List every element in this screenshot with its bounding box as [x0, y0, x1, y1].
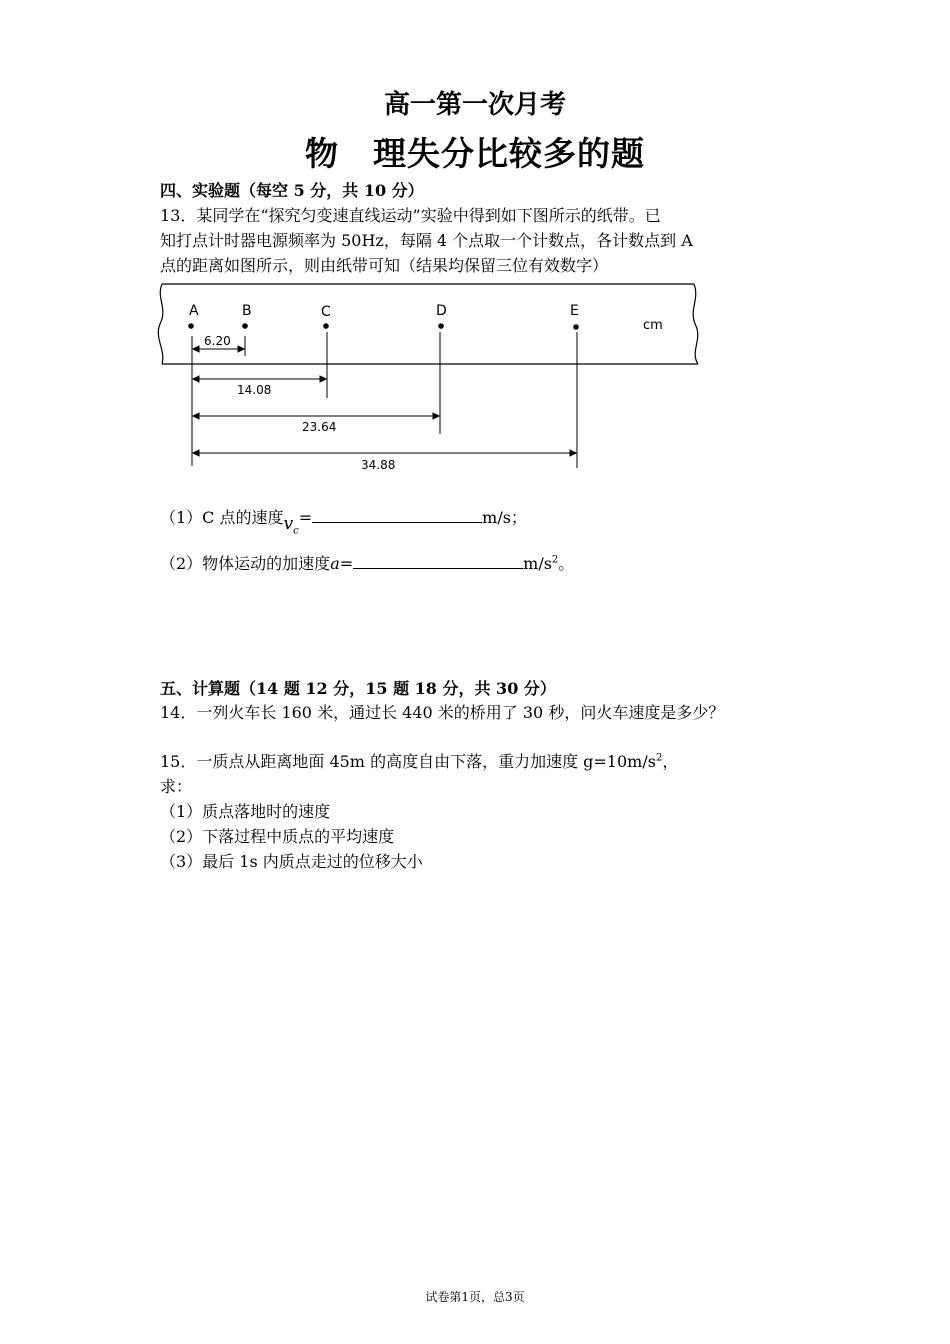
- point-dot-d: [438, 323, 444, 329]
- point-dot-c: [323, 323, 329, 329]
- question-15-line-1: [160, 749, 678, 772]
- distance-label-ae: 34.88: [361, 458, 396, 472]
- question-14: 14．一列火车长 160 米，通过长 440 米的桥用了 30 秒，问火车速度是多少？: [160, 703, 725, 722]
- q13-line-3: 点的距离如图所示，则由纸带可知（结果均保留三位有效数字）: [160, 256, 609, 275]
- question-15-ask: 求：: [160, 777, 193, 796]
- point-label-c: C: [321, 304, 331, 320]
- question-13-part-2: [160, 551, 574, 574]
- paper-tape: [158, 284, 698, 364]
- velocity-var: v: [283, 514, 294, 534]
- answer-blank-acceleration[interactable]: [353, 554, 523, 569]
- part-2-unit: m/s: [523, 554, 552, 573]
- part-2-end: 。: [558, 554, 575, 573]
- q15-text: 15．一质点从距离地面 45m 的高度自由下落，重力加速度 g=10m/s: [160, 752, 656, 771]
- velocity-subscript: c: [293, 525, 299, 537]
- distance-label-ad: 23.64: [302, 420, 337, 434]
- page-title: 高一第一次月考: [383, 90, 566, 120]
- unit-label: cm: [643, 318, 663, 333]
- q15-tail: ，: [662, 752, 679, 771]
- question-15-part-1: （1）质点落地时的速度: [160, 802, 331, 821]
- dimension-arrow-ad: [193, 413, 439, 419]
- acceleration-var: a: [330, 554, 340, 573]
- part-2-equals: =: [339, 554, 354, 573]
- point-label-a: A: [189, 303, 199, 319]
- dimension-arrow-ae: [193, 450, 576, 456]
- point-label-b: B: [242, 303, 252, 319]
- page-footer: 试卷第1页，总3页: [425, 1290, 525, 1304]
- q13-line-2: 知打点计时器电源频率为 50Hz，每隔 4 个点取一个计数点，各计数点到 A: [160, 231, 693, 250]
- part-2-unit-exponent: 2: [551, 554, 559, 566]
- answer-blank-velocity[interactable]: [312, 508, 482, 523]
- velocity-symbol: [283, 514, 299, 537]
- question-15-part-3: （3）最后 1s 内质点走过的位移大小: [160, 852, 423, 871]
- point-label-d: D: [436, 303, 447, 319]
- page-subtitle: 物 理失分比较多的题: [305, 134, 645, 173]
- distance-label-ac: 14.08: [237, 383, 272, 397]
- question-15-part-2: （2）下落过程中质点的平均速度: [160, 827, 395, 846]
- part-1-equals: =: [298, 508, 313, 527]
- point-label-e: E: [570, 303, 579, 319]
- part-1-prefix: （1）C 点的速度: [160, 508, 284, 527]
- paper-tape-figure: [150, 278, 710, 478]
- dimension-arrow-ac: [193, 376, 326, 382]
- q13-line-1: 13．某同学在“探究匀变速直线运动”实验中得到如下图所示的纸带。已: [160, 206, 661, 225]
- question-13-part-1: [160, 505, 527, 537]
- q15-exponent: 2: [655, 752, 663, 764]
- part-2-prefix: （2）物体运动的加速度: [160, 554, 331, 573]
- distance-label-ab: 6.20: [204, 334, 231, 348]
- point-dot-a: [188, 323, 194, 329]
- point-dot-e: [573, 324, 579, 330]
- part-1-unit: m/s；: [482, 508, 527, 527]
- section-5-heading: 五、计算题（14 题 12 分，15 题 18 分，共 30 分）: [160, 679, 556, 698]
- section-4-heading: 四、实验题（每空 5 分，共 10 分）: [160, 181, 424, 200]
- point-dot-b: [242, 323, 248, 329]
